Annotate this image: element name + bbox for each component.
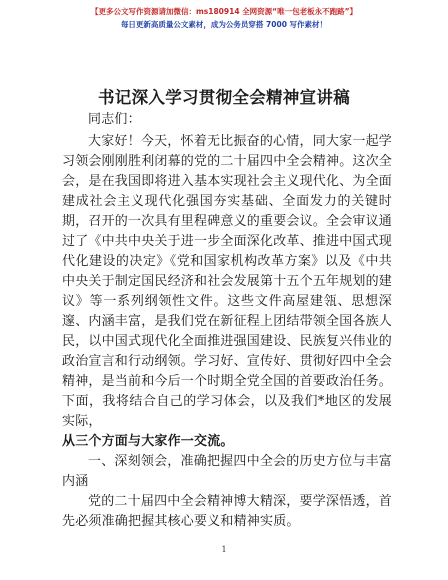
document-title: 书记深入学习贯彻全会精神宣讲稿 [98,88,350,107]
section-heading-1: 一、深刻领会，准确把握四中全会的历史方位与丰富内涵 [62,454,392,489]
paragraph-intro: 大家好！今天，怀着无比振奋的心情，同大家一起学习领会刚刚胜利闭幕的党的二十届四中全会精神。这次全会，是在我国即将进入基本实现社会主义现代化、为全面建成社会主义现代化强国夯实基础、全面发力的关键时期，召开的一次具有里程碑意义的重要会议。全会审议通过了《中共中央关于进一步全面深化改革、推进中国式现代化建设的决定》《党和国家机构改革方案》以及《中共中央关于制定国民经济和社会发展第十五个五年规划的建议》等一系列纲领性文件。这些文件高屋建瓴、思想深邃、内涵丰富，是我们党在新征程上团结带领全国各族人民，以中国式现代化全面推进强国建设、民族复兴伟业的政治宣言和行动纲领。学习好、宣传好、贯彻好四中全会精神，是当前和今后一个时期全党全国的首要政治任务。下面，我将结合自己的学习体会，以及我们*地区的发展实际， [62,134,393,429]
paragraph-section-1: 党的二十届四中全会精神博大精深，要学深悟透，首先必须准确把握其核心要义和精神实质。 [62,494,392,529]
paragraph-intro-ending: 从三个方面与大家作一交流。 [62,434,234,449]
page-number: 1 [221,545,227,554]
promo-banner-line-2: 每日更新高质量公文素材，成为公务员穿搭 7000 写作素材！ [120,20,328,29]
document-body [62,110,392,532]
salutation: 同志们： [88,112,141,127]
promo-banner-line-1: 【更多公文写作资源请加微信：ms180914 全网资源“唯一包老板永不跑路”】 [90,7,358,16]
